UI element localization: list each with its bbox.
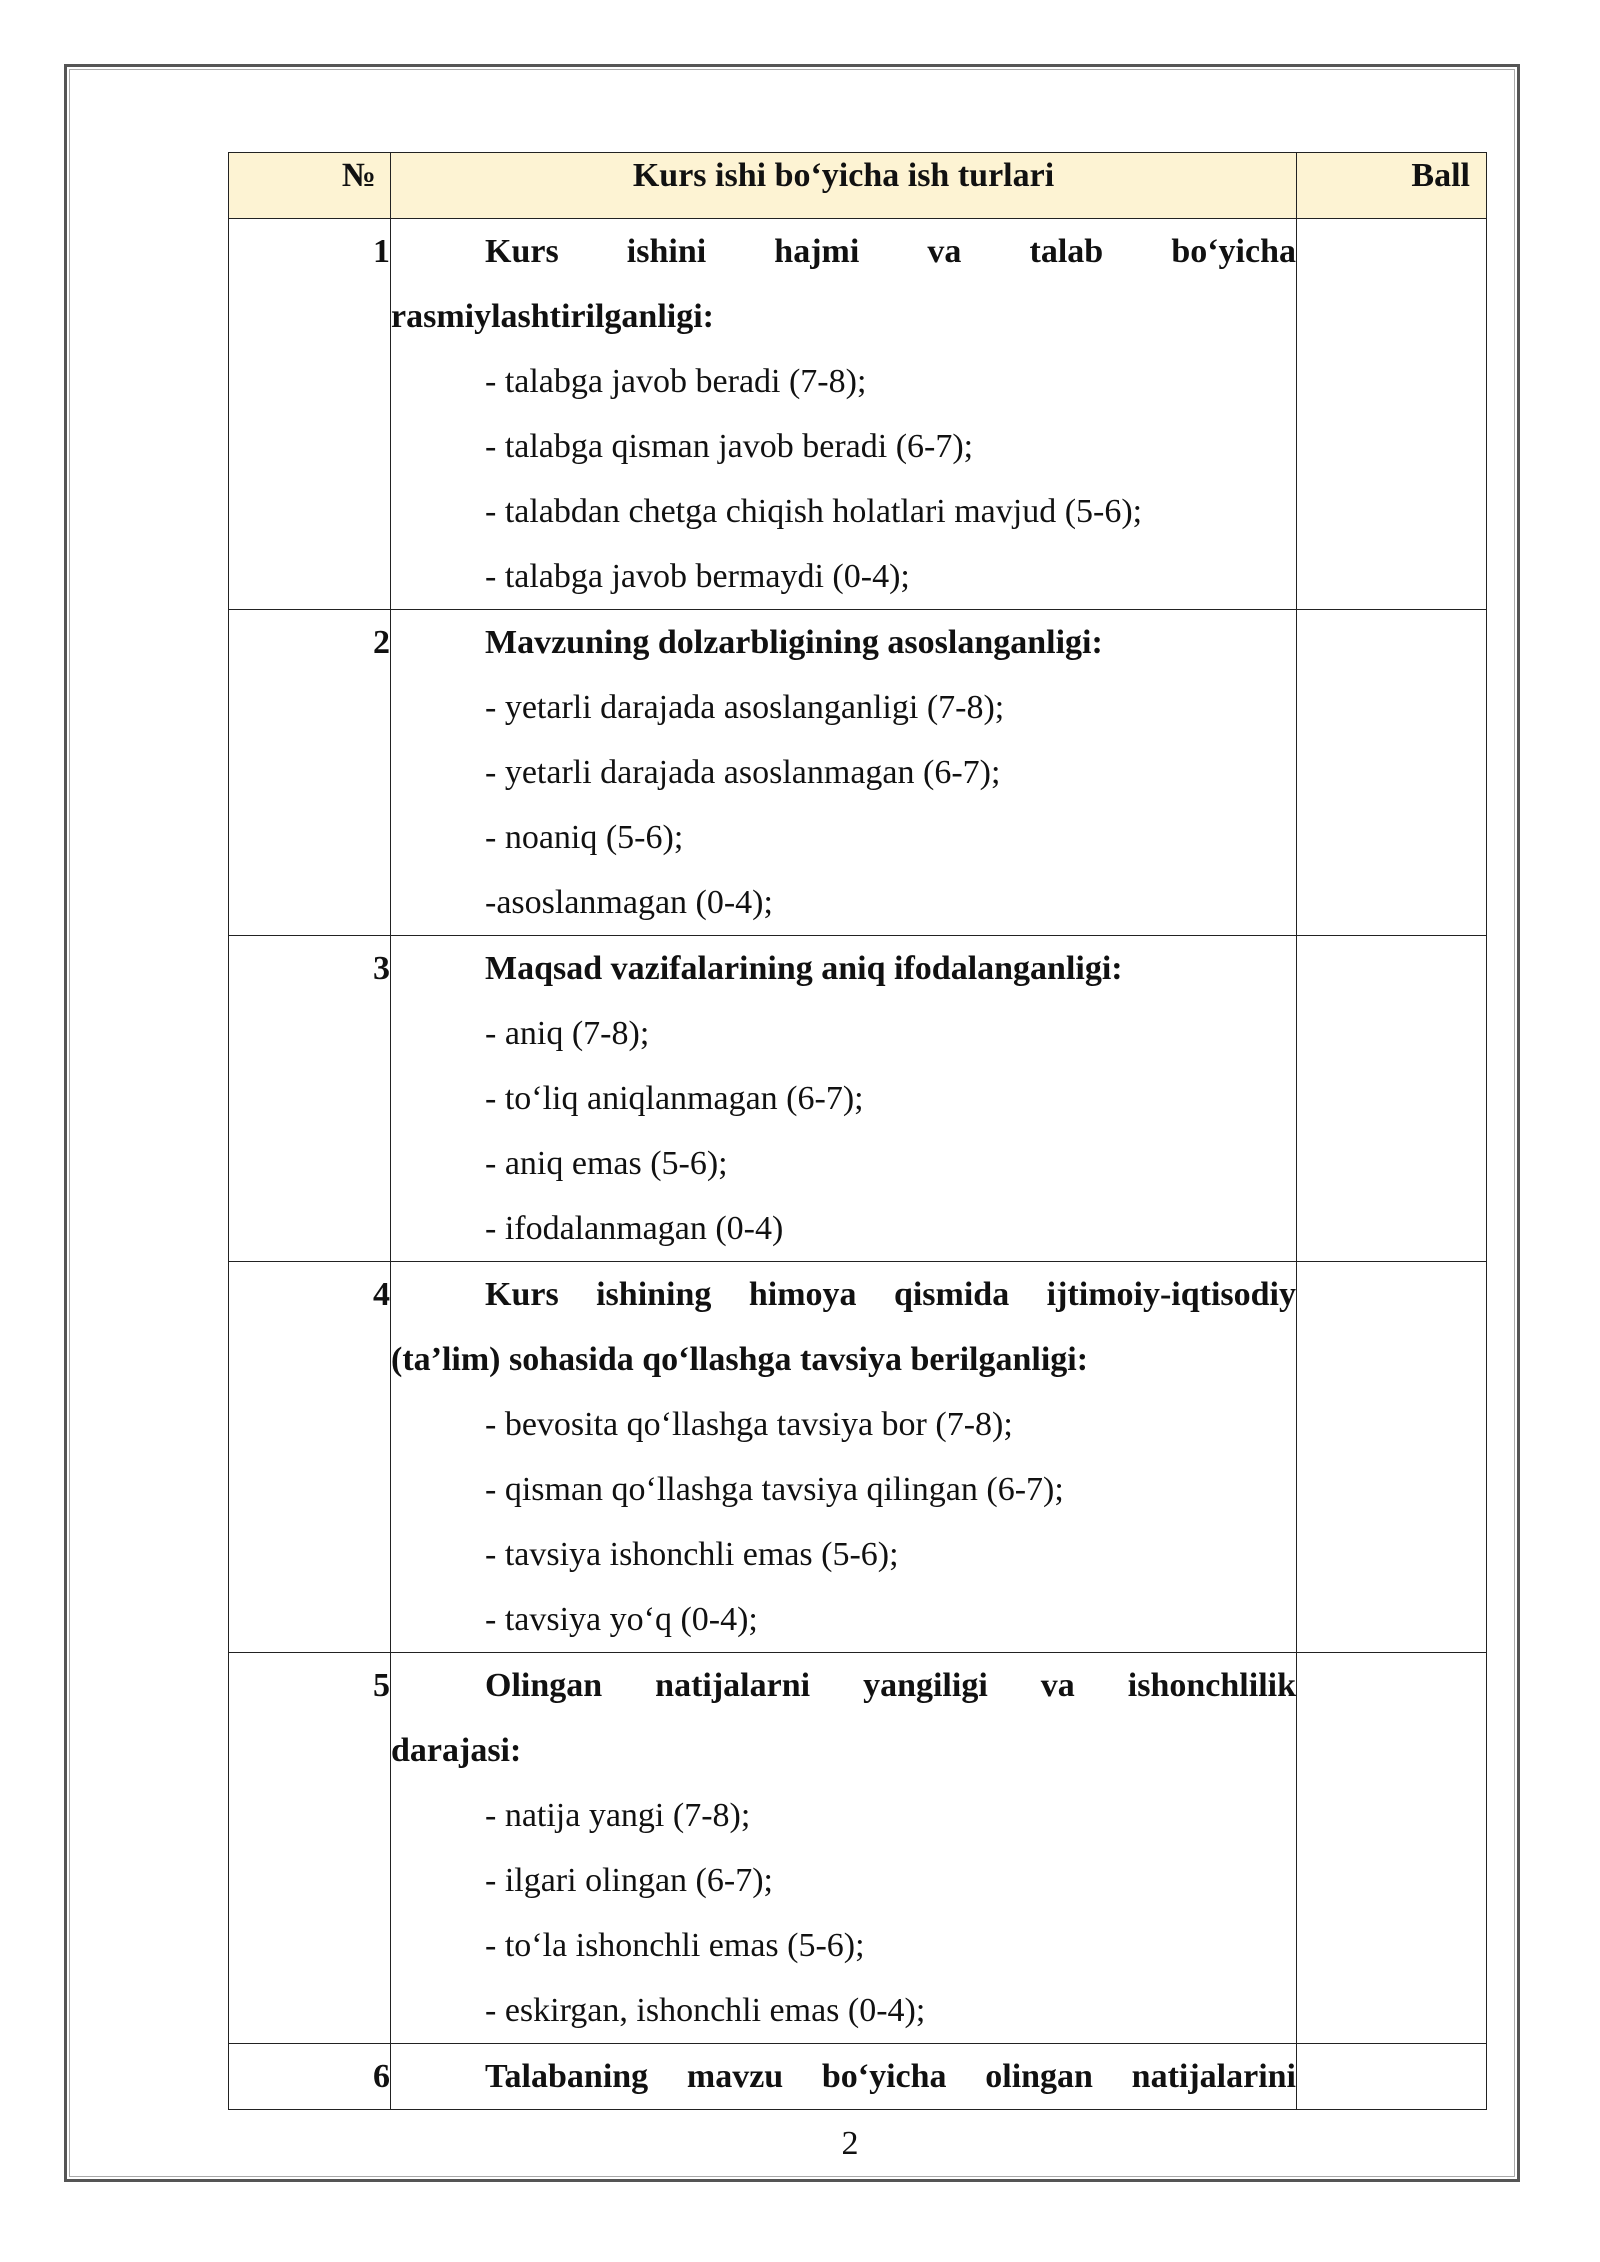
- criterion-title: [391, 1262, 1296, 1392]
- criterion-option: - to‘liq aniqlanmagan (6-7);: [485, 1080, 864, 1117]
- criterion-option: - aniq (7-8);: [485, 1015, 650, 1052]
- row-criteria: [391, 610, 1297, 936]
- table-row: [229, 1653, 1487, 2044]
- row-number: 1: [229, 219, 391, 610]
- table-row: [229, 1262, 1487, 1653]
- criterion-option: - natija yangi (7-8);: [485, 1797, 751, 1834]
- criterion-title: Maqsad vazifalarining aniq ifodalanganligi:: [485, 950, 1123, 987]
- page-number: 2: [841, 2125, 859, 2162]
- criterion-option: - bevosita qo‘llashga tavsiya bor (7-8);: [485, 1406, 1013, 1443]
- table-header-row: [229, 153, 1487, 219]
- criterion-option: - aniq emas (5-6);: [485, 1145, 728, 1182]
- criterion-option: - yetarli darajada asoslanmagan (6-7);: [485, 754, 1001, 791]
- criterion-title: Mavzuning dolzarbligining asoslanganligi:: [485, 624, 1103, 661]
- table-row: [229, 2044, 1487, 2110]
- criterion-option: - tavsiya ishonchli emas (5-6);: [485, 1536, 899, 1573]
- table-row: [229, 219, 1487, 610]
- criterion-option: - qisman qo‘llashga tavsiya qilingan (6-7);: [485, 1471, 1064, 1508]
- criterion-option: -asoslanmagan (0-4);: [485, 884, 773, 921]
- criterion-title-line1: Olingan natijalarni yangiligi va ishonchlilik: [485, 1667, 1296, 1704]
- criterion-title: [391, 1653, 1296, 1783]
- ball-cell[interactable]: [1297, 1262, 1487, 1653]
- ball-cell[interactable]: [1297, 219, 1487, 610]
- criterion-title-line2: (ta’lim) sohasida qo‘llashga tavsiya berilganligi:: [391, 1341, 1089, 1378]
- criterion-title: [391, 219, 1296, 349]
- criterion-option: - talabga javob bermaydi (0-4);: [485, 558, 910, 595]
- row-number: 5: [229, 1653, 391, 2044]
- row-criteria: [391, 936, 1297, 1262]
- row-number: 2: [229, 610, 391, 936]
- row-number: 6: [229, 2044, 391, 2110]
- criterion-title-line2: rasmiylashtirilganligi:: [391, 298, 714, 335]
- criterion-option: - noaniq (5-6);: [485, 819, 684, 856]
- criterion-title-line2: darajasi:: [391, 1732, 522, 1769]
- ball-cell[interactable]: [1297, 2044, 1487, 2110]
- criterion-option: - talabga qisman javob beradi (6-7);: [485, 428, 974, 465]
- criteria-table: [228, 152, 1487, 2110]
- table-row: [229, 610, 1487, 936]
- ball-cell[interactable]: [1297, 610, 1487, 936]
- row-number: 3: [229, 936, 391, 1262]
- row-criteria: [391, 1653, 1297, 2044]
- ball-cell[interactable]: [1297, 1653, 1487, 2044]
- criterion-title-line1: Kurs ishini hajmi va talab bo‘yicha: [485, 233, 1296, 270]
- criterion-option: - talabga javob beradi (7-8);: [485, 363, 867, 400]
- criterion-option: - eskirgan, ishonchli emas (0-4);: [485, 1992, 926, 2029]
- row-criteria: [391, 1262, 1297, 1653]
- criterion-option: - tavsiya yo‘q (0-4);: [485, 1601, 758, 1638]
- row-criteria: [391, 2044, 1297, 2110]
- criterion-option: - talabdan chetga chiqish holatlari mavjud (5-6);: [485, 493, 1143, 530]
- row-number: 4: [229, 1262, 391, 1653]
- header-work-types: Kurs ishi bo‘yicha ish turlari: [391, 153, 1297, 219]
- criterion-option: - to‘la ishonchli emas (5-6);: [485, 1927, 865, 1964]
- header-number: №: [229, 153, 391, 219]
- ball-cell[interactable]: [1297, 936, 1487, 1262]
- criterion-title: [391, 2044, 1296, 2109]
- header-ball: Ball: [1297, 153, 1487, 219]
- table-row: [229, 936, 1487, 1262]
- row-criteria: [391, 219, 1297, 610]
- criterion-option: - ifodalanmagan (0-4): [485, 1210, 784, 1247]
- criterion-title-line1: Talabaning mavzu bo‘yicha olingan natijalarini: [485, 2058, 1296, 2095]
- criterion-option: - yetarli darajada asoslanganligi (7-8);: [485, 689, 1005, 726]
- criterion-option: - ilgari olingan (6-7);: [485, 1862, 773, 1899]
- criterion-title-line1: Kurs ishining himoya qismida ijtimoiy-iqtisodiy: [485, 1276, 1296, 1313]
